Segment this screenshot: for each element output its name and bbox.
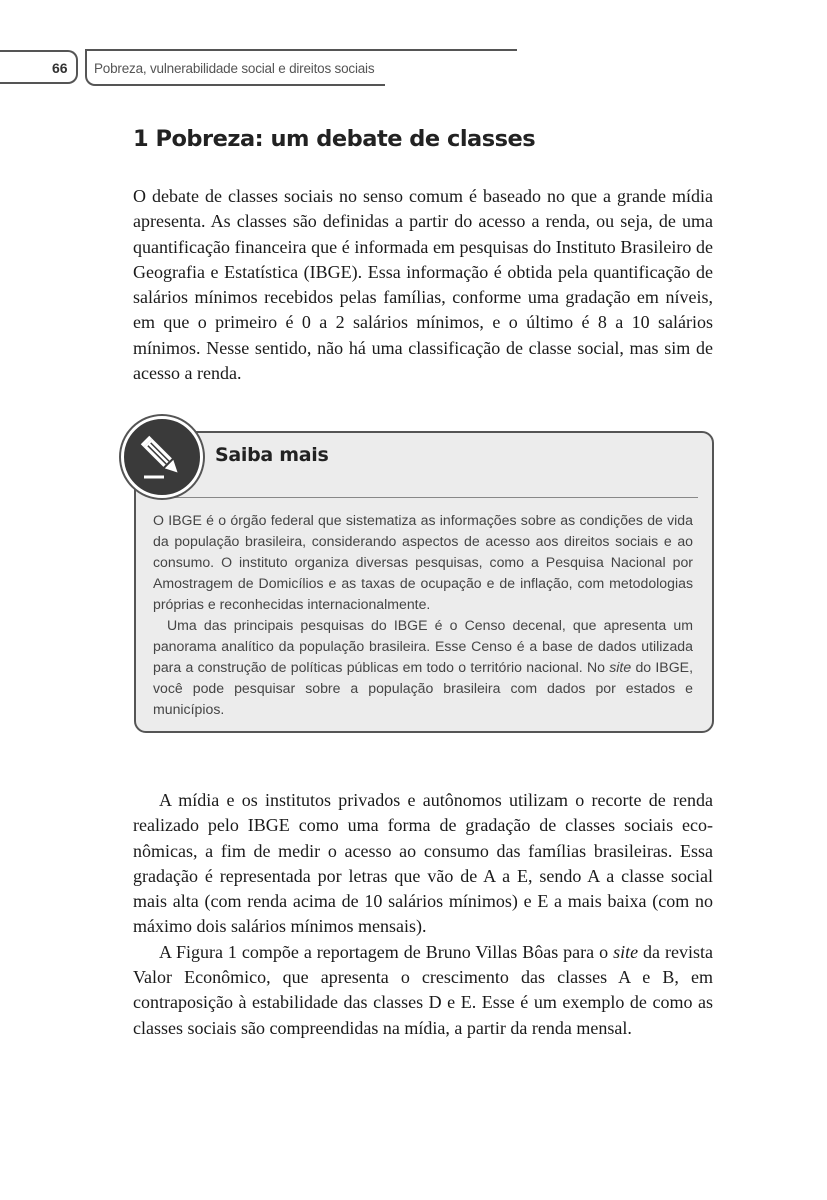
saiba-mais-text [153, 510, 693, 720]
continuation-paragraph-2-start: A Figura 1 compõe a reportagem de Bruno Villas Bôas para o [159, 941, 614, 962]
saiba-mais-paragraph-1: O IBGE é o órgão federal que sistematiza as informações sobre as condições de vida da população brasileira, considerando aspectos de acesso aos direitos sociais e ao consumo. O instituto organiza diversas pesquisas, como a Pesquisa Nacional por Amostragem de Domicílios e as taxas de ocupação e de inflação, com metodologias próprias e reconhecidas internacionalmente. [153, 512, 693, 612]
continuation-paragraph-1: A mídia e os institutos privados e autônomos utilizam o recorte de renda realizado pelo IBGE como uma forma de gradação de classes sociais econômicas, a fim de medir o acesso ao consumo das famílias brasileiras. Essa gradação é representada por letras que vão de A a E, sendo A a classe social mais alta (com renda acima de 10 salários mínimos) e E a mais baixa (com no máximo dois salários mínimos mensais). [133, 790, 713, 937]
saiba-mais-paragraph-2 [153, 615, 693, 720]
page-number: 66 [52, 60, 68, 76]
saiba-mais-heading: Saiba mais [215, 444, 329, 466]
intro-paragraph: O debate de classes sociais no senso comum é baseado no que a grande mídia apresenta. As classes são definidas a partir do acesso a renda, ou seja, de uma quantificação financeira que é informada em pesquisas do Instituto Brasileiro de Geografia e Estatística (IBGE). Essa informação é obtida pela quantificação de salários mínimos recebidos pelas famílias, conforme uma gradação em níveis, em que o primeiro é 0 a 2 salários mínimos, e o último é 8 a 10 salários mínimos. Nesse sentido, não há uma classificação de classe social, mas sim de acesso a renda. [133, 186, 713, 384]
intro-text [133, 184, 713, 386]
continuation-paragraph-2 [133, 940, 713, 1041]
saiba-mais-site-italic: site [609, 659, 632, 675]
continuation-site-italic: site [613, 941, 639, 962]
saiba-mais-paragraph-2-start: Uma das principais pesquisas do IBGE é o Censo decenal, que apresenta um panorama analítico da população brasileira. Esse Censo é a base de dados utilizada para a construção de políticas públicas em todo o território nacional. No [153, 617, 693, 675]
running-header-title: Pobreza, vulnerabilidade social e direitos sociais [94, 61, 375, 76]
continuation-paragraph-2-end: da revista Valor Econômico, que apresenta o crescimento das classes A e B, em contraposição à estabilidade das classes D e E. Esse é um exemplo de como as classes sociais são compreendidas na mídia, a partir da renda mensal. [133, 941, 713, 1038]
saiba-mais-divider [150, 497, 698, 498]
saiba-mais-paragraph-2-end: do IBGE, você pode pesquisar sobre a população brasileira com dados por estados e municípios. [153, 659, 693, 717]
continuation-text [133, 788, 713, 1041]
section-title: 1 Pobreza: um debate de classes [133, 126, 536, 152]
pencil-icon [121, 416, 203, 498]
